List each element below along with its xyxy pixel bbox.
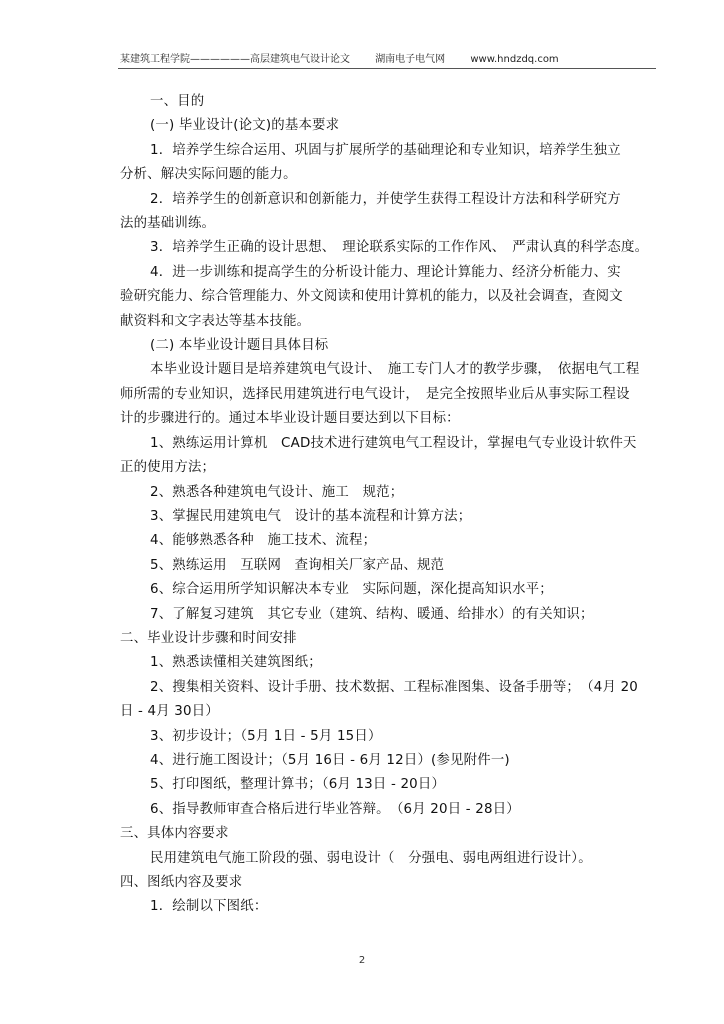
list-item: 6、综合运用所学知识解决本专业 实际问题，深化提高知识水平； [150,582,553,598]
list-item: 3、初步设计；（5月 1日 - 5月 15日） [150,728,382,744]
paragraph-line: 4．进一步训练和提高学生的分析设计能力、理论计算能力、经济分析能力、实 [150,264,621,280]
paragraph-line: 2．培养学生的创新意识和创新能力，并使学生获得工程设计方法和科学研究方 [150,191,621,207]
paragraph-line: 分析、解决实际问题的能力。 [120,167,297,183]
subsection-heading: (一) 毕业设计(论文)的基本要求 [150,118,340,134]
header-rule [118,68,656,69]
header-school-title: 某建筑工程学院——————高层建筑电气设计论文 [120,54,350,65]
subsection-heading: (二) 本毕业设计题目具体目标 [150,338,329,354]
paragraph-line: 1．培养学生综合运用、巩固与扩展所学的基础理论和专业知识，培养学生独立 [150,142,621,158]
paragraph-line: 民用建筑电气施工阶段的强、弱电设计（ 分强电、弱电两组进行设计）。 [150,850,592,866]
list-item: 日 - 4月 30日） [120,704,219,720]
section-heading: 二、毕业设计步骤和时间安排 [120,630,297,646]
page-number: 2 [358,955,366,966]
paragraph-line: 本毕业设计题目是培养建筑电气设计、 施工专门人才的教学步骤， 依据电气工程 [150,362,640,378]
list-item: 4、进行施工图设计；（5月 16日 - 6月 12日）(参见附件一) [150,752,510,768]
paragraph-line: 献资料和文字表达等基本技能。 [120,313,311,329]
list-item: 6、指导教师审查合格后进行毕业答辩。 （6月 20日 - 28日） [150,801,520,817]
document-body [120,90,660,920]
list-item: 5、打印图纸，整理计算书；（6月 13日 - 20日） [150,777,446,793]
paragraph-line: 师所需的专业知识，选择民用建筑进行电气设计， 是完全按照毕业后从事实际工程设 [120,386,630,402]
paragraph-line: 验研究能力、综合管理能力、外文阅读和使用计算机的能力，以及社会调查，查阅文 [120,289,623,305]
list-item: 1．绘制以下图纸： [150,899,268,915]
section-heading: 三、具体内容要求 [120,826,229,842]
list-item: 5、熟练运用 互联网 查询相关厂家产品、规范 [150,557,445,573]
paragraph-line: 计的步骤进行的。通过本毕业设计题目要达到以下目标： [120,411,460,427]
list-item: 1、熟练运用计算机 CAD技术进行建筑电气工程设计，掌握电气专业设计软件天 [150,435,637,451]
list-item: 7、了解复习建筑 其它专业（建筑、结构、暖通、给排水）的有关知识； [150,606,594,622]
section-heading: 四、图纸内容及要求 [120,875,243,890]
header-site-url: www.hndzdq.com [470,54,559,65]
list-item: 2、搜集相关资料、设计手册、技术数据、工程标准图集、设备手册等； （4月 20 [150,679,639,695]
section-heading: 一、目的 [150,94,205,109]
list-item: 1、熟悉读懂相关建筑图纸； [150,655,322,671]
page-header [120,50,656,65]
list-item: 4、能够熟悉各种 施工技术、流程； [150,533,377,549]
paragraph-line: 法的基础训练。 [120,216,216,232]
list-item: 2、熟悉各种建筑电气设计、施工 规范； [150,484,404,500]
header-site-name: 湖南电子电气网 [375,54,446,65]
list-item: 3、掌握民用建筑电气 设计的基本流程和计算方法； [150,508,472,524]
list-item: 正的使用方法； [120,460,216,476]
paragraph-line: 3．培养学生正确的设计思想、 理论联系实际的工作作风、 严肃认真的科学态度。 [150,240,649,256]
